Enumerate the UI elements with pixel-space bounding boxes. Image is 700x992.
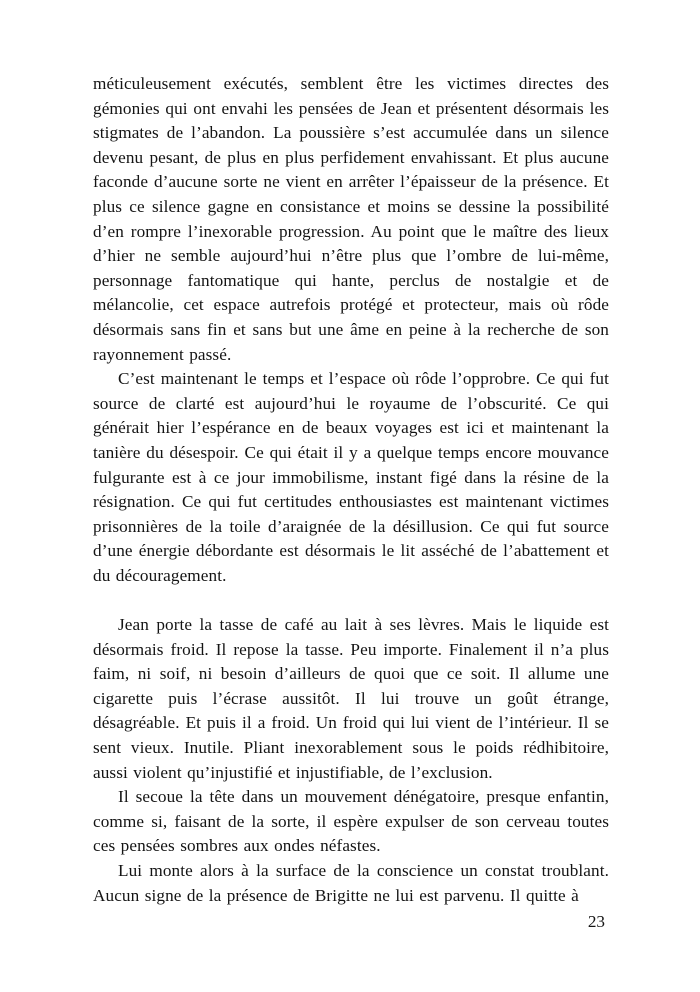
page-text-block <box>93 72 609 908</box>
paragraph: Jean porte la tasse de café au lait à ses lèvres. Mais le liquide est désormais froid. Il repose la tasse. Peu importe. Finalement il n’a plus faim, ni soif, ni besoin d’ailleurs de quoi que ce soit. Il allume une cigarette puis l’écrase aussitôt. Il lui trouve un goût étrange, désagréable. Et puis il a froid. Un froid qui lui vient de l’intérieur. Il se sent vieux. Inutile. Pliant inexorablement sous le poids rédhibitoire, aussi violent qu’injustifié et injustifiable, de l’exclusion. <box>93 615 609 782</box>
paragraph: C’est maintenant le temps et l’espace où rôde l’opprobre. Ce qui fut source de clarté est aujourd’hui le royaume de l’obscurité. Ce qui générait hier l’espérance en de beaux voyages est ici et maintenant la tanière du désespoir. Ce qui était il y a quelque temps encore mouvance fulgurante est à ce jour immobilisme, instant figé dans la résine de la résignation. Ce qui fut certitudes enthousiastes est maintenant victimes prisonnières de la toile d’araignée de la désillusion. Ce qui fut source d’une énergie débordante est désormais le lit asséché de l’abattement et du découragement. <box>93 369 609 585</box>
page-number: 23 <box>587 912 605 931</box>
paragraph: Il secoue la tête dans un mouvement dénégatoire, presque enfantin, comme si, faisant de la sorte, il espère expulser de son cerveau toutes ces pensées sombres aux ondes néfastes. <box>93 787 609 856</box>
paragraph: Lui monte alors à la surface de la conscience un constat troublant. Aucun signe de la présence de Brigitte ne lui est parvenu. Il quitte à <box>93 861 609 905</box>
paragraph-continuation: méticuleusement exécutés, semblent être les victimes directes des gémonies qui ont envahi les pensées de Jean et présentent désormais les stigmates de l’abandon. La poussière s’est accumulée dans un silence devenu pesant, de plus en plus perfidement envahissant. Et plus aucune faconde d’aucune sorte ne vient en arrêter l’épaisseur de la présence. Et plus ce silence gagne en consistance et moins se dessine la possibilité d’en rompre l’inexorable progression. Au point que le maître des lieux d’hier ne semble aujourd’hui n’être plus que l’ombre de lui-même, personnage fantomatique qui hante, perclus de nostalgie et de mélancolie, cet espace autrefois protégé et protecteur, mais où rôde désormais sans fin et sans but une âme en peine à la recherche de son rayonnement passé. <box>93 74 609 364</box>
